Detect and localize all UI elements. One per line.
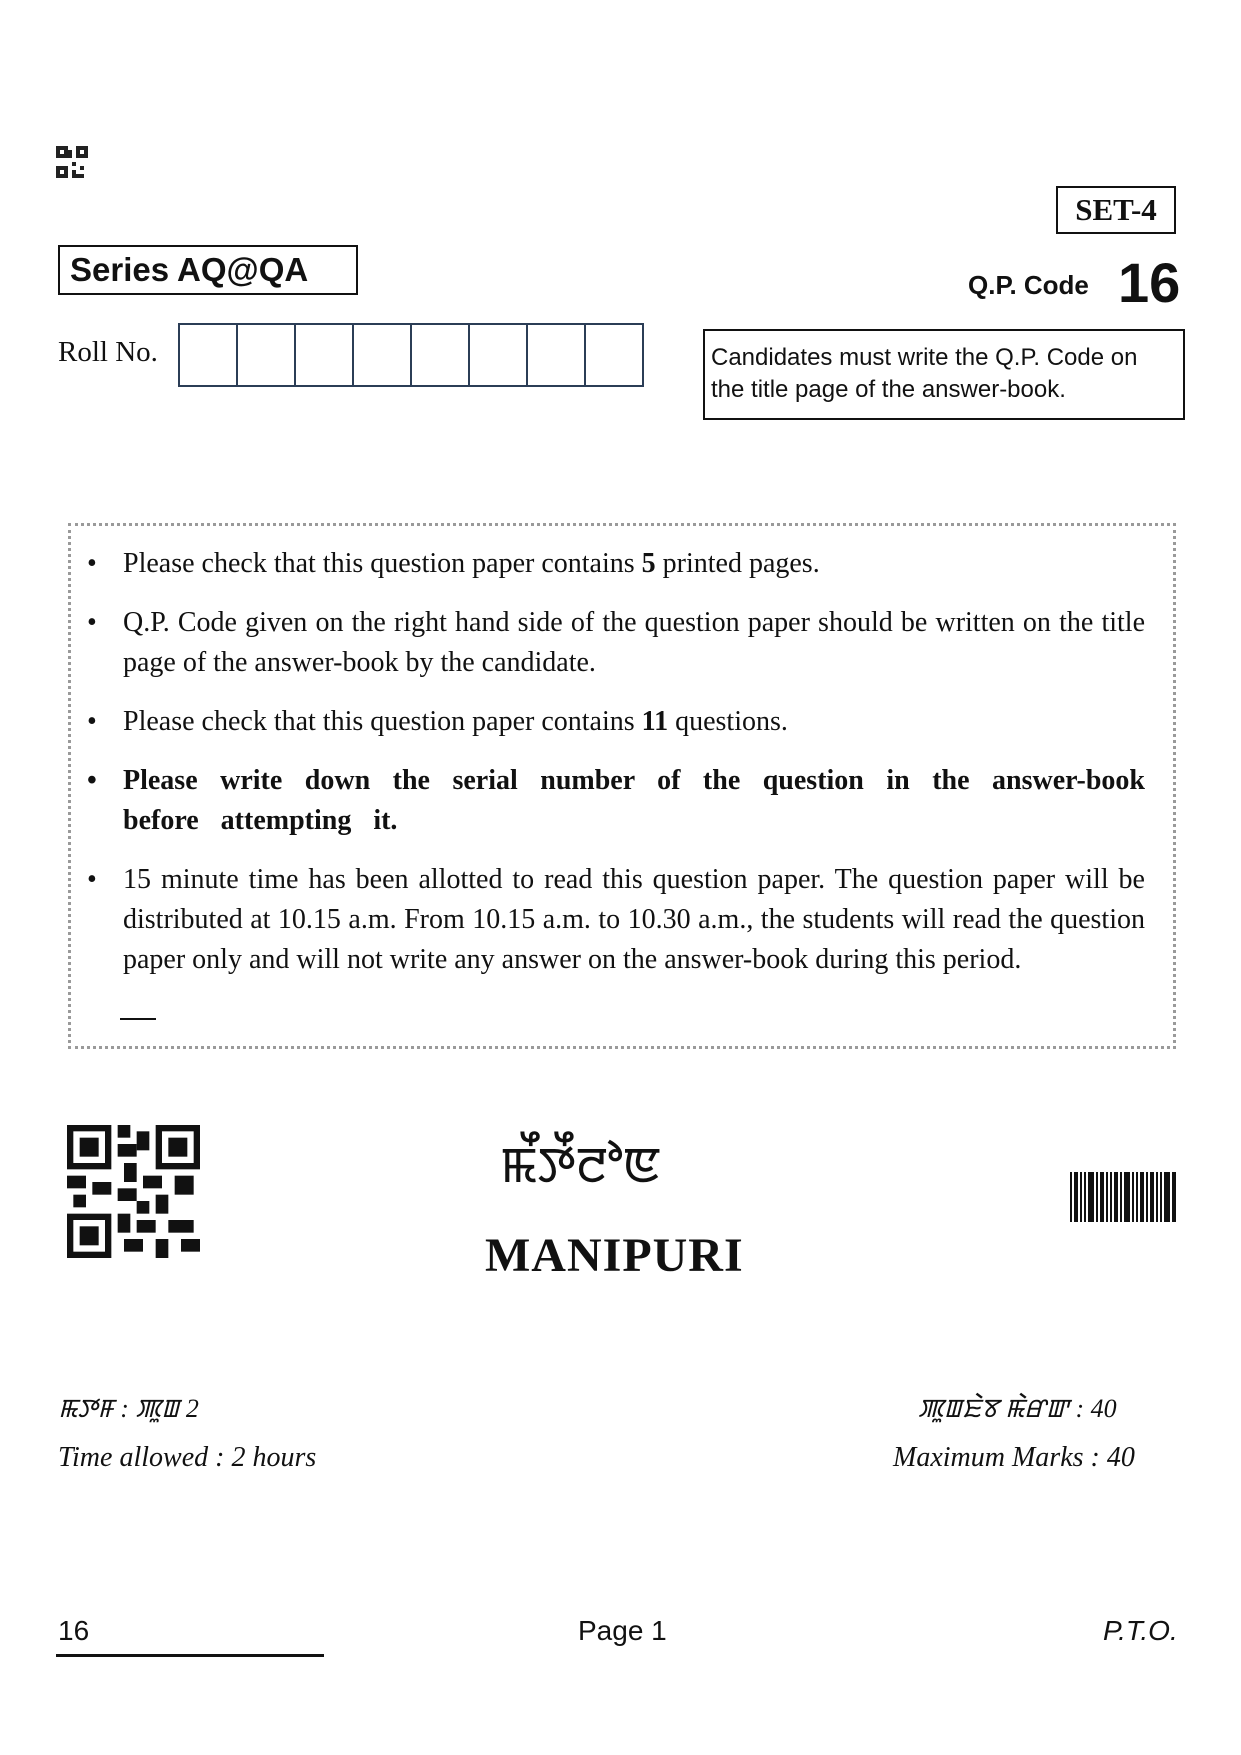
roll-number-label: Roll No. (58, 336, 158, 368)
underline-mark (120, 1018, 156, 1020)
maximum-marks: Maximum Marks : 40 (893, 1442, 1135, 1473)
barcode-icon (1070, 1172, 1176, 1222)
qp-code-value: 16 (1118, 251, 1181, 314)
series-label: Series AQ@QA (58, 245, 358, 295)
time-allowed-native: ꯃꯇꯝ : ꯄꯨꯡ 2 (58, 1394, 199, 1423)
roll-number-box[interactable] (354, 325, 412, 385)
maximum-marks-native: ꯄꯨꯡꯐꯥꯕ ꯃꯥꯔꯛ : 40 (918, 1394, 1117, 1423)
roll-number-box[interactable] (586, 325, 642, 385)
footer-rule (56, 1654, 324, 1657)
time-allowed: Time allowed : 2 hours (58, 1442, 317, 1473)
roll-number-box[interactable] (238, 325, 296, 385)
footer-code: 16 (58, 1615, 90, 1646)
roll-number-box[interactable] (180, 325, 238, 385)
instructions-box (68, 523, 1176, 1049)
subject-native-title: ꯃꯩꯇꯩꯂꯣꯟ (500, 1137, 661, 1193)
subject-title: MANIPURI (485, 1229, 744, 1282)
roll-number-box[interactable] (528, 325, 586, 385)
set-label: SET-4 (1056, 186, 1176, 234)
pto-label: P.T.O. (1103, 1615, 1178, 1646)
roll-number-boxes[interactable] (178, 323, 644, 387)
instruction-item: • 15 minute time has been allotted to read this question paper. The question paper will be distributed at 10.15 a.m. From 10.15 a.m. to 10.30 a.m., the students will read the question paper only and will not write any answer on the answer-book during this period. (123, 860, 1145, 980)
instructions-list (123, 544, 1145, 980)
page-number: Page 1 (578, 1615, 667, 1646)
instruction-item: • Please write down the serial number of the question in the answer-book before attempting it. (123, 761, 1145, 841)
instruction-item: • Q.P. Code given on the right hand side of the question paper should be written on the title page of the answer-book by the candidate. (123, 603, 1145, 683)
roll-number-box[interactable] (412, 325, 470, 385)
candidate-note: Candidates must write the Q.P. Code on the title page of the answer-book. (703, 329, 1185, 420)
instruction-item: • Please check that this question paper contains 11 questions. (123, 702, 1145, 742)
roll-number-box[interactable] (470, 325, 528, 385)
qr-code-icon (67, 1125, 200, 1258)
roll-number-box[interactable] (296, 325, 354, 385)
qp-code-label: Q.P. Code (968, 270, 1089, 300)
instruction-item: • Please check that this question paper contains 5 printed pages. (123, 544, 1145, 584)
small-qr-code-icon (56, 146, 88, 178)
